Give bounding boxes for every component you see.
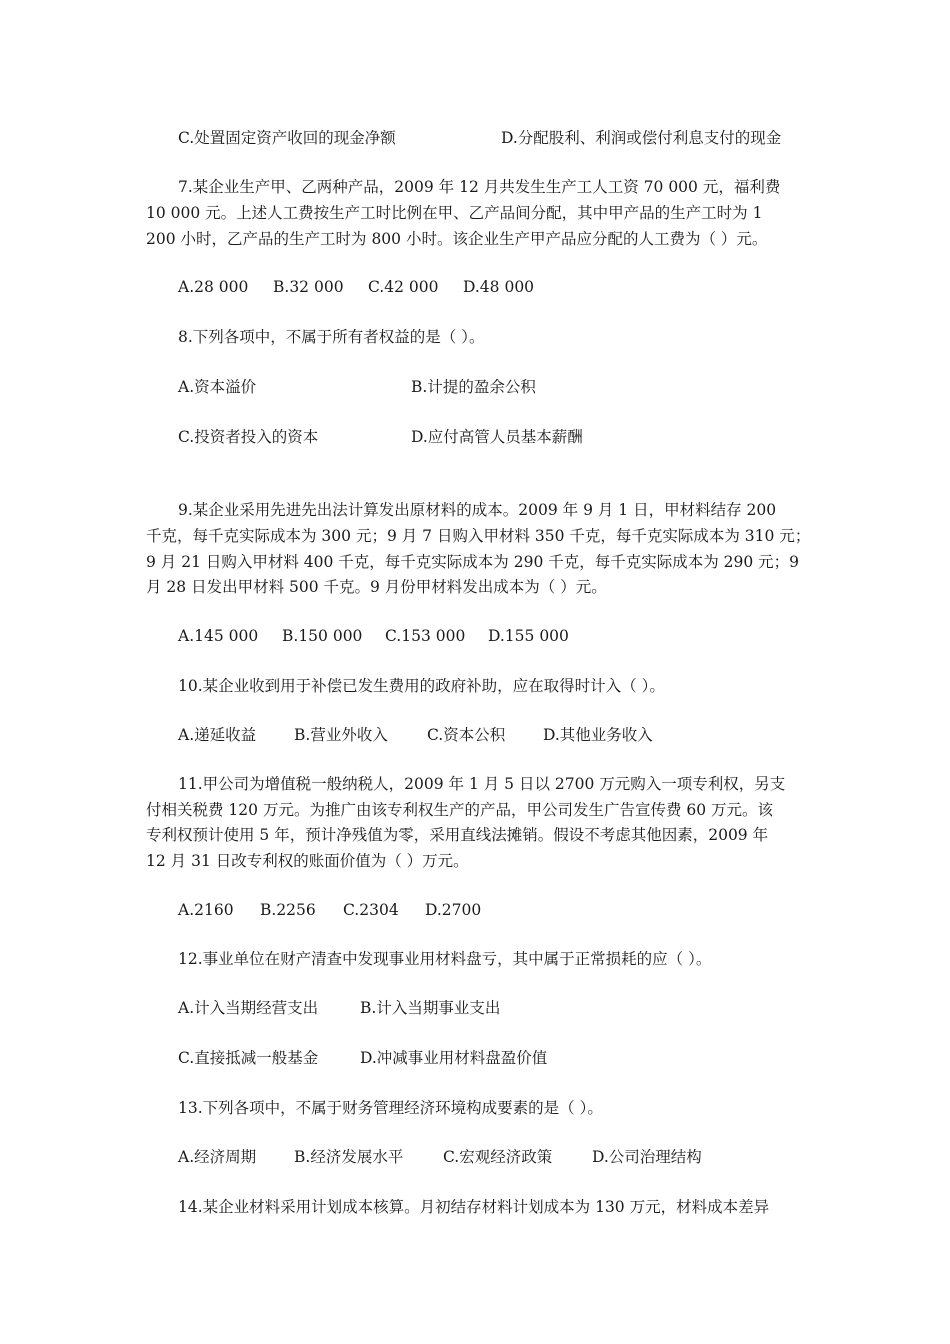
q7-stem-line-2: 10 000 元。上述人工费按生产工时比例在甲、乙产品间分配，其中甲产品的生产工时为 1	[146, 204, 763, 222]
q7-stem-line-3: 200 小时，乙产品的生产工时为 800 小时。该企业生产甲产品应分配的人工费为（ ）元。	[146, 230, 768, 248]
q9-option-b: B.150 000	[282, 627, 363, 645]
q13-stem: 13.下列各项中，不属于财务管理经济环境构成要素的是（ ）。	[178, 1099, 603, 1117]
q12-option-c: C.直接抵减一般基金	[178, 1049, 319, 1067]
q11-option-b: B.2256	[260, 901, 316, 919]
q7-option-a: A.28 000	[178, 278, 249, 296]
q13-option-a: A.经济周期	[178, 1148, 257, 1166]
q10-option-c: C.资本公积	[427, 726, 506, 744]
q8-option-d: D.应付高管人员基本薪酬	[411, 428, 583, 446]
q9-stem-line-1: 9.某企业采用先进先出法计算发出原材料的成本。2009 年 9 月 1 日，甲材料结存 200	[178, 501, 777, 519]
q9-option-c: C.153 000	[385, 627, 466, 645]
q8-option-b: B.计提的盈余公积	[411, 378, 536, 396]
q11-option-a: A.2160	[178, 901, 234, 919]
q11-stem-line-1: 11.甲公司为增值税一般纳税人，2009 年 1 月 5 日以 2700 万元购入一项专利权，另支	[178, 775, 786, 793]
q11-stem-line-4: 12 月 31 日改专利权的账面价值为（ ）万元。	[146, 852, 469, 870]
q11-option-c: C.2304	[343, 901, 399, 919]
q12-option-d: D.冲减事业用材料盘盈价值	[360, 1049, 548, 1067]
q7-option-d: D.48 000	[463, 278, 535, 296]
q7-stem-line-1: 7.某企业生产甲、乙两种产品，2009 年 12 月共发生生产工人工资 70 000 元，福利费	[178, 178, 781, 196]
q12-stem: 12.事业单位在财产清查中发现事业用材料盘亏，其中属于正常损耗的应（ ）。	[178, 950, 712, 968]
q11-stem-line-2: 付相关税费 120 万元。为推广由该专利权生产的产品，甲公司发生广告宣传费 60 万元。该	[146, 801, 774, 819]
q9-option-a: A.145 000	[178, 627, 259, 645]
q9-stem-line-4: 月 28 日发出甲材料 500 千克。9 月份甲材料发出成本为（ ）元。	[146, 578, 607, 596]
q12-option-b: B.计入当期事业支出	[360, 999, 501, 1017]
q10-option-a: A.递延收益	[178, 726, 257, 744]
q10-option-b: B.营业外收入	[294, 726, 388, 744]
q13-option-c: C.宏观经济政策	[443, 1148, 553, 1166]
q14-stem-line-1: 14.某企业材料采用计划成本核算。月初结存材料计划成本为 130 万元，材料成本差异	[178, 1198, 770, 1216]
q11-stem-line-3: 专利权预计使用 5 年，预计净残值为零，采用直线法摊销。假设不考虑其他因素，2009 年	[146, 826, 769, 844]
q8-option-a: A.资本溢价	[178, 378, 257, 396]
q13-option-d: D.公司治理结构	[592, 1148, 702, 1166]
q6-option-d: D.分配股利、利润或偿付利息支付的现金	[501, 129, 782, 147]
q10-option-d: D.其他业务收入	[543, 726, 653, 744]
q9-stem-line-3: 9 月 21 日购入甲材料 400 千克，每千克实际成本为 290 千克，每千克实际成本为 290 元；9	[146, 553, 800, 571]
q7-option-c: C.42 000	[368, 278, 439, 296]
q10-stem: 10.某企业收到用于补偿已发生费用的政府补助，应在取得时计入（ ）。	[178, 677, 665, 695]
q6-option-c: C.处置固定资产收回的现金净额	[178, 129, 396, 147]
q11-option-d: D.2700	[425, 901, 482, 919]
q8-option-c: C.投资者投入的资本	[178, 428, 319, 446]
q7-option-b: B.32 000	[273, 278, 344, 296]
q8-stem: 8.下列各项中，不属于所有者权益的是（ ）。	[178, 328, 485, 346]
q9-option-d: D.155 000	[488, 627, 569, 645]
q13-option-b: B.经济发展水平	[294, 1148, 404, 1166]
q12-option-a: A.计入当期经营支出	[178, 999, 319, 1017]
q9-stem-line-2: 千克，每千克实际成本为 300 元；9 月 7 日购入甲材料 350 千克，每千克实际成本为 310 元；	[146, 527, 811, 545]
